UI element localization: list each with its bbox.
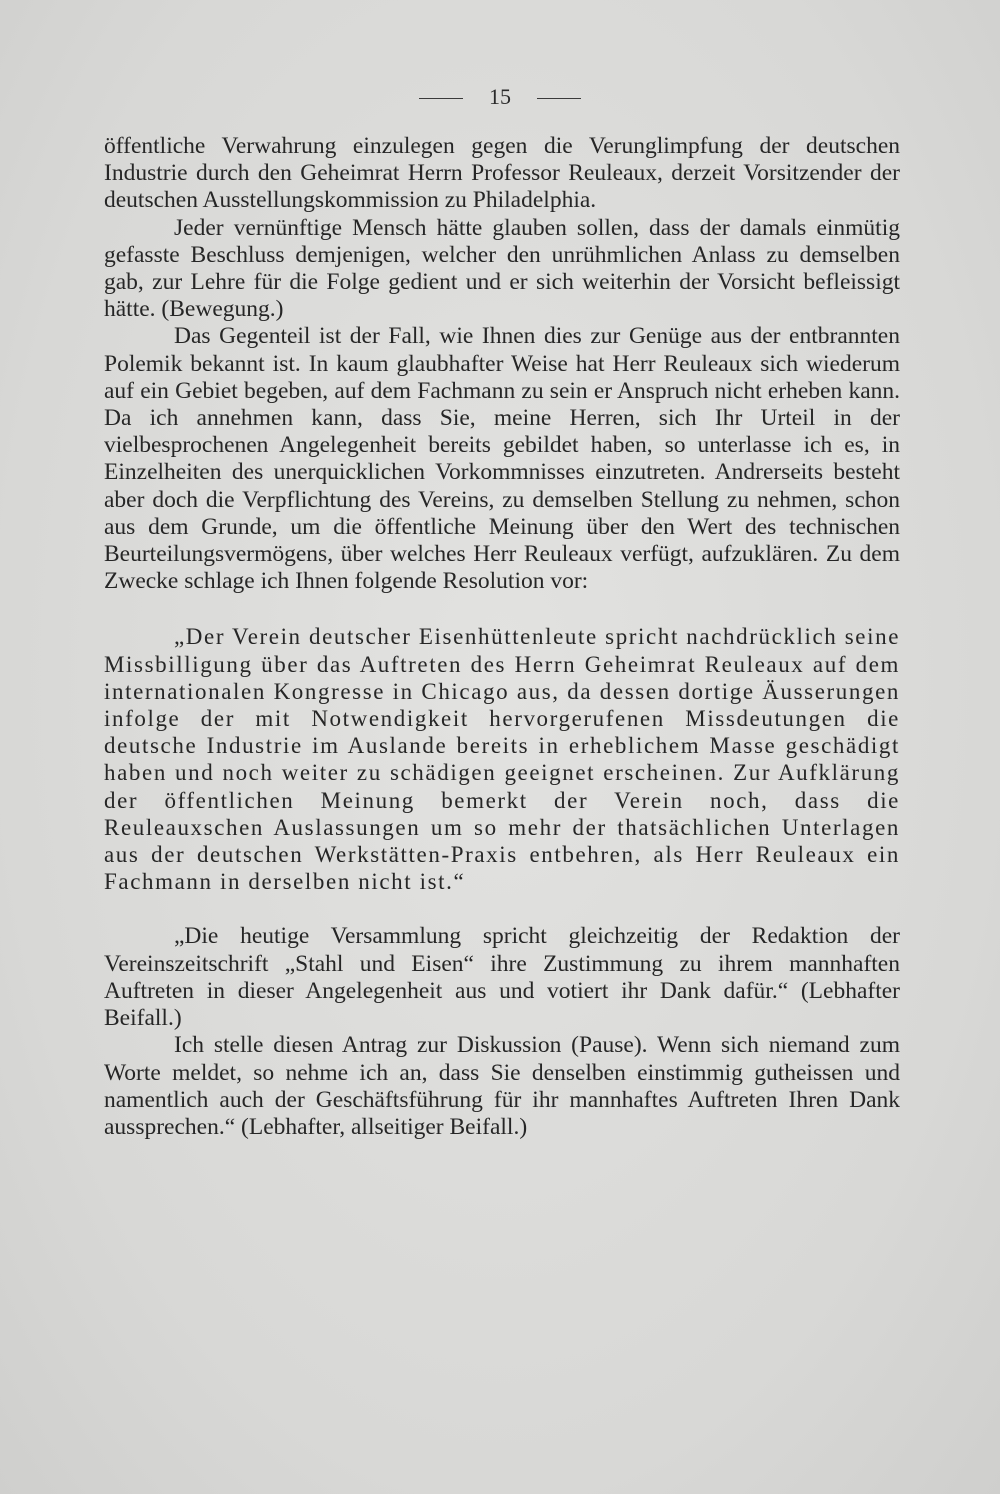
header-rule-left — [419, 98, 463, 99]
page-number: 15 — [489, 84, 511, 109]
paragraph: öffentliche Verwahrung einzulegen gegen die Verunglimpfung der deutschen Industrie durch den Geheimrat Herrn Professor Reuleaux, derzeit Vorsitzender der deutschen Ausstellungskommission zu Philadelphia. — [104, 133, 900, 214]
resolution-quote: „Der Verein deutscher Eisenhüttenleute spricht nachdrücklich seine Missbilligung über das Auftreten des Herrn Geheimrat Reuleaux auf dem internationalen Kongresse in Chicago aus, da dessen dortige Äusserungen infolge der mit Notwendigkeit hervorgerufenen Missdeutungen die deutsche Industrie im Auslande bereits in erheblichem Masse geschädigt haben und noch weiter zu schädigen geeignet erscheinen. Zur Aufklärung der öffentlichen Meinung bemerkt der Verein noch, dass die Reuleauxschen Auslassungen um so mehr der thatsächlichen Unterlagen aus der deutschen Werkstätten-Praxis entbehren, als Herr Reuleaux ein Fachmann in derselben nicht ist.“ — [104, 624, 900, 895]
paragraph: „Die heutige Versammlung spricht gleichzeitig der Redaktion der Vereinszeitschrift „Stahl und Eisen“ ihre Zustimmung zu ihrem mannhaften Auftreten in dieser Angelegenheit aus und votiert ihr Dank dafür.“ (Lebhafter Beifall.) — [104, 923, 900, 1032]
body-text — [104, 133, 900, 1141]
paragraph: Das Gegenteil ist der Fall, wie Ihnen dies zur Genüge aus der entbrannten Polemik bekannt ist. In kaum glaubhafter Weise hat Herr Reuleaux sich wiederum auf ein Gebiet begeben, auf dem Fachmann zu sein er Anspruch nicht erheben kann. Da ich annehmen kann, dass Sie, meine Herren, sich Ihr Urteil in der vielbesprochenen Angelegenheit bereits gebildet haben, so unterlasse ich es, in Einzelheiten des unerquicklichen Vorkommnisses einzutreten. Andrerseits besteht aber doch die Verpflichtung des Vereins, zu demselben Stellung zu nehmen, schon aus dem Grunde, um die öffentliche Meinung über den Wert des technischen Beurteilungsvermögens, über welches Herr Reuleaux verfügt, aufzuklären. Zu dem Zwecke schlage ich Ihnen folgende Resolution vor: — [104, 323, 900, 595]
paragraph: Ich stelle diesen Antrag zur Diskussion (Pause). Wenn sich niemand zum Worte meldet, so nehme ich an, dass Sie denselben einstimmig gutheissen und namentlich auch der Geschäftsführung für ihr mannhaftes Auftreten Ihren Dank aussprechen.“ (Lebhafter, allseitiger Beifall.) — [104, 1032, 900, 1140]
page-header — [0, 84, 1000, 110]
paragraph: Jeder vernünftige Mensch hätte glauben sollen, dass der damals einmütig gefasste Beschluss demjenigen, welcher den unrühmlichen Anlass zu demselben gab, zur Lehre für die Folge gedient und er sich weiterhin der Vorsicht befleissigt hätte. (Bewegung.) — [104, 214, 900, 323]
header-rule-right — [537, 98, 581, 99]
